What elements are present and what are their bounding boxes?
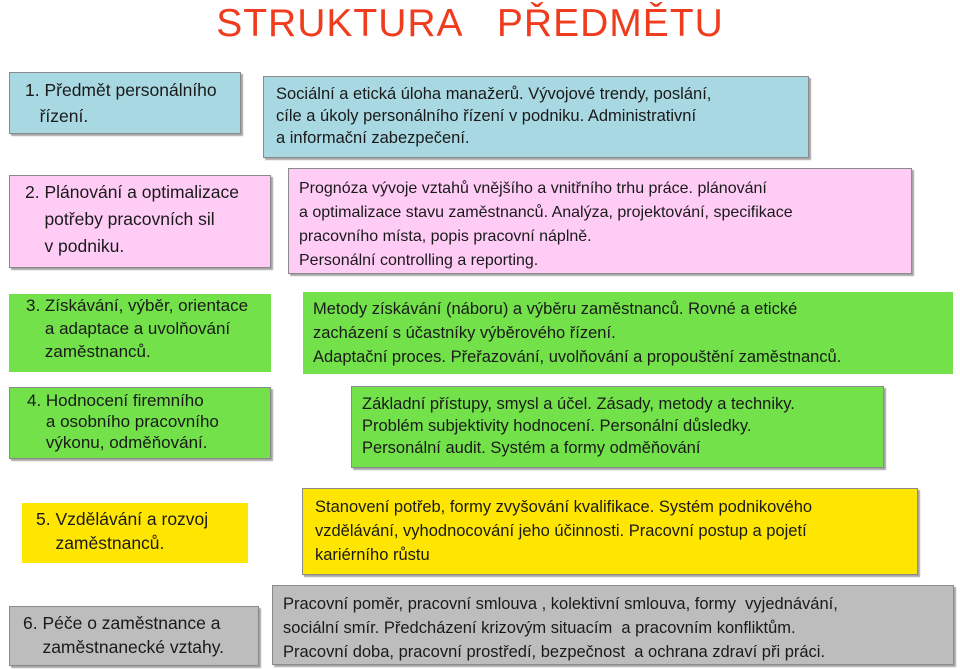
topic-box-3 bbox=[9, 294, 271, 372]
description-2-line-2: a optimalizace stavu zaměstnanců. Analýza, projektování, specifikace bbox=[299, 204, 793, 221]
topic-box-5 bbox=[22, 503, 248, 563]
description-box-3 bbox=[303, 292, 953, 374]
description-1-line-3: a informační zabezpečení. bbox=[276, 129, 470, 147]
topic-2-line-3: v podniku. bbox=[25, 236, 125, 256]
description-6-line-3: Pracovní doba, pracovní prostředí, bezpečnost a ochrana zdraví při práci. bbox=[283, 643, 826, 661]
description-1-line-2: cíle a úkoly personálního řízení v podniku. Administrativní bbox=[276, 107, 697, 125]
topic-4-line-2: a osobního pracovního bbox=[27, 412, 219, 431]
topic-3-line-2: a adaptace a uvolňování bbox=[26, 319, 231, 338]
description-5-line-1: Stanovení potřeb, formy zvyšování kvalifikace. Systém podnikového bbox=[315, 498, 813, 516]
topic-2-line-2: potřeby pracovních sil bbox=[25, 209, 215, 229]
topic-6-line-2: zaměstnanecké vztahy. bbox=[23, 637, 225, 657]
description-6-line-2: sociální smír. Předcházení krizovým situacím a pracovním konfliktům. bbox=[283, 619, 796, 637]
description-3-line-1: Metody získávání (náboru) a výběru zaměstnanců. Rovné a etické bbox=[313, 300, 798, 318]
description-4-line-3: Personální audit. Systém a formy odměňování bbox=[362, 439, 701, 457]
topic-5-line-2: zaměstnanců. bbox=[36, 533, 165, 553]
topic-4-line-1: 4. Hodnocení firemního bbox=[27, 391, 204, 410]
description-box-5 bbox=[302, 488, 918, 575]
description-2-line-4: Personální controlling a reporting. bbox=[299, 252, 539, 269]
slide-title: STRUKTURA PŘEDMĚTU bbox=[216, 2, 724, 45]
description-2-line-3: pracovního místa, popis pracovní náplně. bbox=[299, 228, 592, 245]
topic-6-line-1: 6. Péče o zaměstnance a bbox=[23, 613, 221, 633]
description-2-line-1: Prognóza vývoje vztahů vnějšího a vnitřního trhu práce. plánování bbox=[299, 180, 767, 197]
topic-1-line-1: 1. Předmět personálního bbox=[25, 80, 217, 100]
topic-2-line-1: 2. Plánování a optimalizace bbox=[25, 182, 240, 202]
topic-3-line-1: 3. Získávání, výběr, orientace bbox=[26, 296, 249, 315]
topic-box-6 bbox=[9, 606, 259, 666]
topic-box-4 bbox=[9, 387, 271, 459]
description-4-line-1: Základní přístupy, smysl a účel. Zásady, metody a techniky. bbox=[362, 395, 795, 413]
description-box-1 bbox=[263, 76, 809, 158]
topic-box-1 bbox=[9, 72, 241, 134]
topic-4-line-3: výkonu, odměňování. bbox=[27, 433, 208, 452]
description-3-line-3: Adaptační proces. Přeřazování, uvolňování a propouštění zaměstnanců. bbox=[313, 348, 842, 366]
description-box-4 bbox=[351, 386, 884, 468]
topic-5-line-1: 5. Vzdělávání a rozvoj bbox=[36, 509, 209, 529]
description-box-6 bbox=[272, 585, 954, 665]
description-4-line-2: Problém subjektivity hodnocení. Personální důsledky. bbox=[362, 417, 752, 435]
description-3-line-2: zacházení s účastníky výběrového řízení. bbox=[313, 324, 616, 342]
description-6-line-1: Pracovní poměr, pracovní smlouva , kolektivní smlouva, formy vyjednávání, bbox=[283, 595, 838, 613]
description-5-line-3: kariérního růstu bbox=[315, 546, 430, 564]
topic-3-line-3: zaměstnanců. bbox=[26, 342, 151, 361]
topic-1-line-2: řízení. bbox=[25, 106, 89, 126]
description-1-line-1: Sociální a etická úloha manažerů. Vývojové trendy, poslání, bbox=[276, 85, 712, 103]
topic-box-2 bbox=[9, 175, 271, 268]
description-box-2 bbox=[288, 168, 912, 274]
description-5-line-2: vzdělávání, vyhodnocování jeho účinnosti. Pracovní postup a pojetí bbox=[315, 522, 807, 540]
